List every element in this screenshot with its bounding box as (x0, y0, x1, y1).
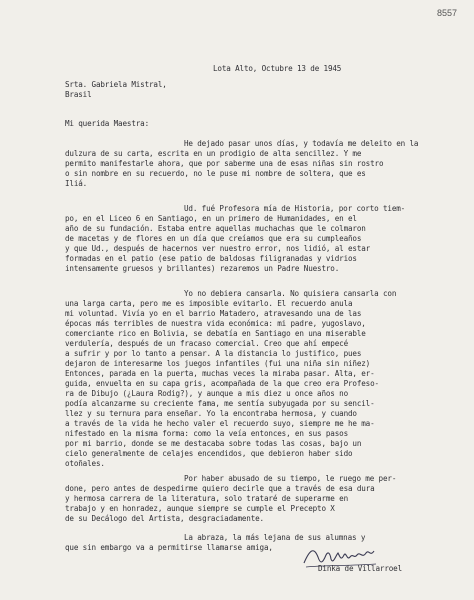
text-line: y hermosa carrera de la literatura, solo trataré de superarme en (65, 494, 348, 503)
text-line: a través de la vida he hecho valer el recuerdo suyo, siempre me he ma- (65, 419, 375, 428)
text-line: He dejado pasar unos días, y todavía me deleito en la (184, 139, 419, 148)
recipient-line: Brasil (65, 90, 92, 99)
text-line: dulzura de su carta, escrita en un prodigio de alta sencillez. Y me (65, 149, 362, 158)
text-line: una larga carta, pero me es imposible evitarlo. El recuerdo anula (65, 299, 353, 308)
text-line: dejaron de interesarme los juegos infantiles (fui una niña sin niñez) (65, 359, 371, 368)
text-line: Iliá. (65, 179, 88, 188)
text-line: llez y su ternura para enseñar. Yo la encontraba hermosa, y cuando (65, 409, 357, 418)
text-line: permito manifestarle ahora, que por saberme una de esas niñas sin rostro (65, 159, 384, 168)
text-line: po, en el Liceo 6 en Santiago, en un primero de Humanidades, en el (65, 214, 357, 223)
closing-line: La abraza, la más lejana de sus alumnas y (184, 533, 366, 542)
text-line: de su Decálogo del Artista, desgraciadamente. (65, 514, 264, 523)
text-line: épocas más terribles de nuestra vida económica: mi padre, yugoslavo, (65, 319, 366, 328)
text-line: intensamente gruesos y brillantes) rezaremos un Padre Nuestro. (65, 264, 340, 273)
text-line: guida, envuelta en su capa gris, acompañada de la que creo era Profeso- (65, 379, 379, 388)
text-line: y que Ud., después de hacernos ver nuestro error, nos lidió, al estar (65, 244, 371, 253)
text-line: Ud. fué Profesora mía de Historia, por corto tiem- (184, 204, 406, 213)
text-line: nifestado en la misma forma: como la veía entonces, en sus pasos (65, 429, 348, 438)
text-line: formadas en el patio (ese patio de baldosas filigranadas y vidrios (65, 254, 357, 263)
text-line: Por haber abusado de su tiempo, le ruego me per- (184, 474, 397, 483)
text-line: otoñales. (65, 459, 105, 468)
text-line: mi voluntad. Vivía yo en el barrio Matadero, atravesando una de las (65, 309, 362, 318)
text-line: Entonces, parada en la puerta, muchas veces la miraba pasar. Alta, er- (65, 369, 375, 378)
salutation: Mi querida Maestra: (65, 119, 150, 128)
archive-number: 8557 (437, 8, 458, 18)
recipient-line: Srta. Gabriela Mistral, (65, 80, 167, 89)
text-line: de macetas y de flores en un día que creíamos que era su cumpleaños (65, 234, 362, 243)
text-line: año de su fundación. Estaba entre aquellas muchachas que le colmaron (65, 224, 366, 233)
date-line: Lota Alto, Octubre 13 de 1945 (213, 64, 342, 73)
text-line: cielo generalmente de celajes encendidos, que debieron haber sido (65, 449, 353, 458)
text-line: ra de Dibujo (¿Laura Rodig?), y aunque a mis diez u once años no (65, 389, 348, 398)
text-line: done, pero antes de despedirme quiero decirle que a través de esa dura (65, 484, 375, 493)
text-line: verdulería, después de un fracaso comercial. Creo que ahí empecé (65, 339, 348, 348)
signature-name: Dinka de Villarroel (318, 564, 403, 573)
text-line: trabajo y en honradez, aunque siempre se cumple el Precepto X (65, 504, 335, 513)
text-line: por mi barrio, donde se me destacaba sobre todas las cosas, bajo un (65, 439, 362, 448)
text-line: Yo no debiera cansarla. No quisiera cansarla con (184, 289, 397, 298)
text-line: a sufrir y por lo tanto a pensar. A la distancia lo justifico, pues (65, 349, 362, 358)
closing-line: que sin embargo va a permitirse llamarse amiga, (65, 543, 273, 552)
text-line: o sin nombre en su recuerdo, no le puse mi nombre de soltera, que es (65, 169, 366, 178)
text-line: comerciante rico en Bolivia, se debatía en Santiago en una miserable (65, 329, 366, 338)
text-line: podía alcanzarme su creciente fama, me sentía subyugada por su sencil- (65, 399, 375, 408)
